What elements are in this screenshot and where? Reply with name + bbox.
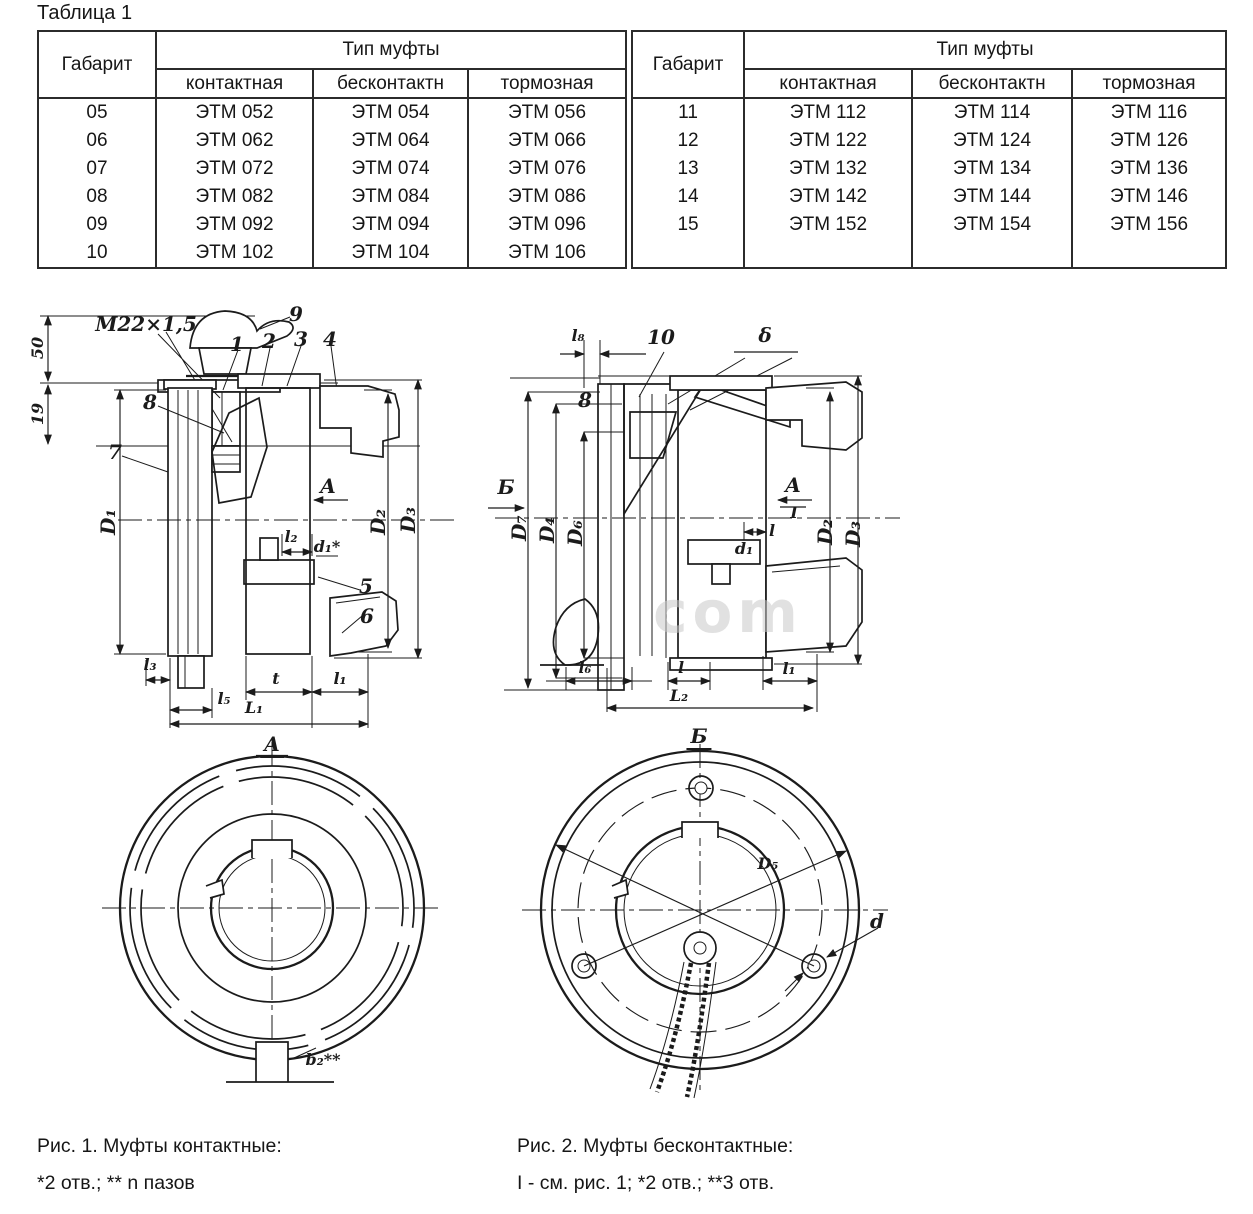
drawing-label: 4 [323, 327, 337, 351]
table-cell: ЭТМ 154 [912, 211, 1072, 239]
drawing-label: D₃ [396, 506, 420, 534]
table-cell: ЭТМ 142 [744, 183, 912, 211]
table-cell: 06 [38, 127, 156, 155]
drawing-label: l₅ [217, 689, 231, 708]
fig1-caption-title: Рис. 1. Муфты контактные: [37, 1135, 282, 1157]
drawing-label: D₇ [507, 514, 531, 542]
fig2-caption-note: I - см. рис. 1; *2 отв.; **3 отв. [517, 1172, 775, 1194]
drawing-label: d₁ [734, 539, 754, 558]
view-b-drawing [522, 744, 888, 1098]
subheader-cell: тормозная [1072, 69, 1226, 98]
drawing-label: d [870, 909, 884, 933]
table-cell: ЭТМ 152 [744, 211, 912, 239]
figure2-caption [517, 1128, 793, 1202]
drawing-label: l₈ [571, 326, 585, 345]
fig1-caption-note: *2 отв.; ** n пазов [37, 1172, 195, 1194]
table-cell: ЭТМ 134 [912, 155, 1072, 183]
drawing-label: Б [686, 726, 711, 750]
drawing-label: l₂ [284, 527, 298, 546]
table-cell: ЭТМ 106 [468, 239, 626, 268]
drawing-label: A [260, 734, 284, 758]
drawing-label: A [320, 474, 336, 498]
subheader-cell: бесконтактн [313, 69, 468, 98]
drawing-label: М22×1,5 [95, 312, 197, 336]
table-cell: ЭТМ 146 [1072, 183, 1226, 211]
table-cell: ЭТМ 086 [468, 183, 626, 211]
table-cell: ЭТМ 066 [468, 127, 626, 155]
table-cell: ЭТМ 102 [156, 239, 313, 268]
drawing-label: 3 [294, 327, 308, 351]
table-cell: 09 [38, 211, 156, 239]
table-cell: 13 [632, 155, 744, 183]
table-cell: ЭТМ 076 [468, 155, 626, 183]
drawing-label: 19 [28, 402, 47, 426]
table-cell: 14 [632, 183, 744, 211]
drawing-label: l₁ [333, 669, 347, 688]
subheader-cell: бесконтактн [912, 69, 1072, 98]
drawing-label: l₃ [143, 655, 157, 674]
table-cell: ЭТМ 104 [313, 239, 468, 268]
subheader-cell: контактная [156, 69, 313, 98]
table-cell: ЭТМ 072 [156, 155, 313, 183]
drawing-label: 9 [289, 302, 303, 326]
drawing-label: 2 [262, 329, 276, 353]
drawing-label: D₄ [535, 516, 559, 544]
drawing-label: l [768, 521, 776, 540]
drawing-label: δ [758, 323, 772, 347]
drawing-label: D₃ [841, 520, 865, 548]
table-cell: ЭТМ 062 [156, 127, 313, 155]
drawing-label: 10 [647, 325, 675, 349]
drawing-label: Б [497, 475, 515, 499]
table-cell: ЭТМ 136 [1072, 155, 1226, 183]
drawing-label: 1 [230, 332, 244, 356]
table-cell: ЭТМ 132 [744, 155, 912, 183]
watermark: com [653, 578, 803, 646]
drawing-label: l₁ [782, 659, 796, 678]
table-cell: ЭТМ 054 [313, 98, 468, 127]
header-gabarit: Габарит [632, 31, 744, 98]
drawing-label: 8 [143, 390, 157, 414]
drawing-label: D₂ [366, 508, 390, 536]
table-cell: 10 [38, 239, 156, 268]
table-cell: 15 [632, 211, 744, 239]
fig2-caption-title: Рис. 2. Муфты бесконтактные: [517, 1135, 794, 1157]
table-cell: ЭТМ 096 [468, 211, 626, 239]
table-cell: ЭТМ 092 [156, 211, 313, 239]
table-cell: ЭТМ 116 [1072, 98, 1226, 127]
table-cell: 05 [38, 98, 156, 127]
table-cell: ЭТМ 122 [744, 127, 912, 155]
table-cell: 08 [38, 183, 156, 211]
table-cell: ЭТМ 114 [912, 98, 1072, 127]
drawing-label: D₆ [563, 519, 587, 547]
table-cell: ЭТМ 094 [313, 211, 468, 239]
figure1-section-drawing [40, 311, 455, 728]
drawing-label: l [677, 658, 685, 677]
table-cell: ЭТМ 124 [912, 127, 1072, 155]
table-cell: 11 [632, 98, 744, 127]
table-cell: ЭТМ 074 [313, 155, 468, 183]
drawing-label: D₁ [96, 508, 120, 536]
drawing-label: l₆ [578, 658, 592, 677]
drawing-label: L₁ [244, 698, 264, 717]
drawing-label: L₂ [669, 686, 689, 705]
drawing-label: A [785, 473, 801, 497]
table-cell: ЭТМ 084 [313, 183, 468, 211]
table-cell: ЭТМ 052 [156, 98, 313, 127]
drawing-label: 6 [360, 604, 374, 628]
table-cell: 07 [38, 155, 156, 183]
subheader-cell: тормозная [468, 69, 626, 98]
table-cell: ЭТМ 064 [313, 127, 468, 155]
drawing-label: I [790, 503, 798, 522]
drawing-label: D₅ [757, 854, 779, 873]
table-cell: ЭТМ 126 [1072, 127, 1226, 155]
drawing-label: 8 [578, 388, 592, 412]
table-cell: ЭТМ 156 [1072, 211, 1226, 239]
table-cell: 12 [632, 127, 744, 155]
table-cell: ЭТМ 082 [156, 183, 313, 211]
table-cell: ЭТМ 056 [468, 98, 626, 127]
figure1-caption [37, 1128, 282, 1202]
drawing-label: t [272, 669, 280, 688]
drawing-label: 5 [359, 574, 373, 598]
table-cell: ЭТМ 144 [912, 183, 1072, 211]
drawing-label: b₂** [305, 1050, 341, 1069]
table-caption: Таблица 1 [37, 2, 133, 24]
drawing-label: d₁* [313, 537, 341, 556]
subheader-cell: контактная [744, 69, 912, 98]
figure2-section-drawing [488, 340, 900, 712]
drawing-label: 50 [28, 336, 47, 360]
header-coupling-type: Тип муфты [156, 31, 626, 69]
header-gabarit: Габарит [38, 31, 156, 98]
drawing-label: 7 [108, 440, 122, 464]
header-coupling-type: Тип муфты [744, 31, 1226, 69]
drawing-label: D₂ [813, 518, 837, 546]
table-cell: ЭТМ 112 [744, 98, 912, 127]
view-a-drawing [102, 742, 442, 1082]
